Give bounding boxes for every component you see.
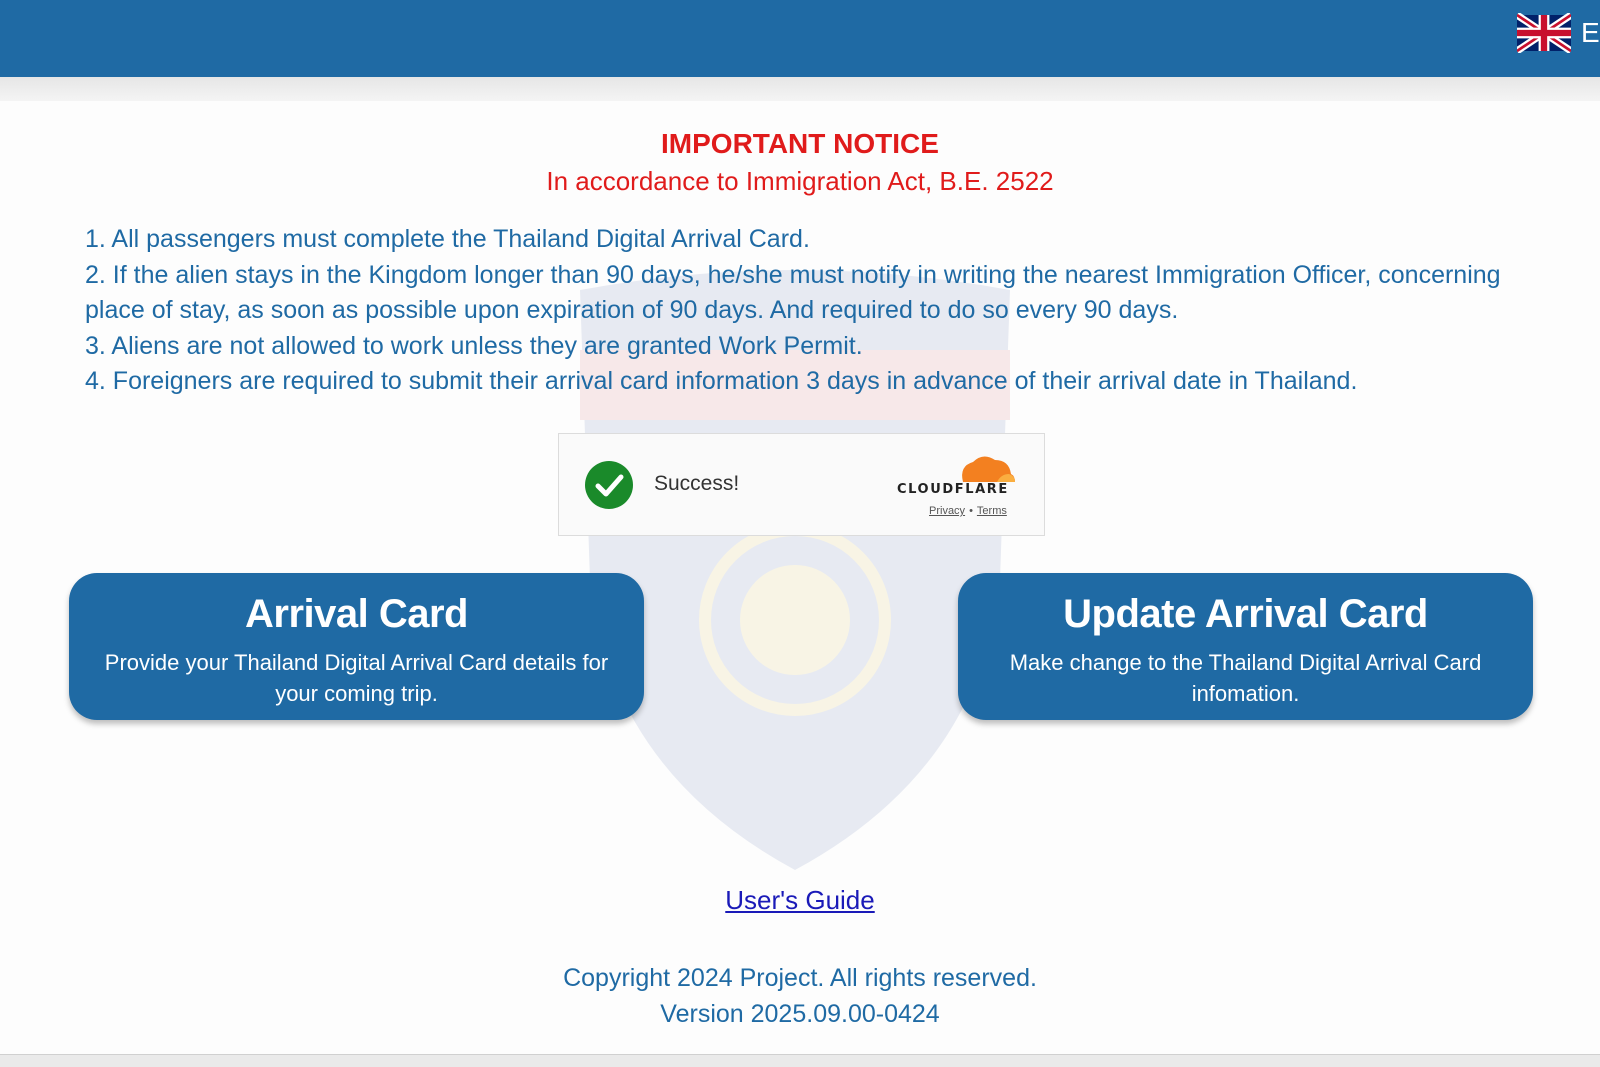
arrival-card-title: Arrival Card xyxy=(245,592,468,636)
cloudflare-cloud-icon xyxy=(897,452,1015,486)
cloudflare-links xyxy=(929,505,1007,517)
notice-rule-4: 4. Foreigners are required to submit their arrival card information 3 days in advance of their arrival date in Thailand. xyxy=(85,367,1358,395)
copyright-text: Copyright 2024 Project. All rights reserved. xyxy=(563,964,1037,992)
captcha-terms-link[interactable]: Terms xyxy=(976,505,1007,517)
notice-subtitle: In accordance to Immigration Act, B.E. 2522 xyxy=(546,166,1054,196)
notice-title: IMPORTANT NOTICE xyxy=(661,128,939,159)
update-arrival-card-button[interactable] xyxy=(958,573,1533,720)
link-separator: • xyxy=(969,505,973,517)
header-shadow-bar xyxy=(0,77,1600,101)
notice-rules-list xyxy=(85,222,1525,400)
arrival-card-description: Provide your Thailand Digital Arrival Card details for your coming trip. xyxy=(104,650,609,706)
uk-flag-icon xyxy=(1517,13,1571,53)
footer xyxy=(0,960,1600,1032)
cloudflare-wordmark: CLOUDFLARE xyxy=(897,482,1009,497)
users-guide-link[interactable]: User's Guide xyxy=(725,885,875,915)
version-text: Version 2025.09.00-0424 xyxy=(660,1000,940,1028)
update-arrival-card-title: Update Arrival Card xyxy=(1063,592,1428,636)
users-guide xyxy=(0,885,1600,916)
notice-rule-3: 3. Aliens are not allowed to work unless they are granted Work Permit. xyxy=(85,331,863,360)
language-label: E xyxy=(1581,17,1600,48)
notice-rule-2: 2. If the alien stays in the Kingdom longer than 90 days, he/she must notify in writing the nearest Immigration Officer, concerning place of stay, as soon as possible upon expiration of 90 days. And required to do so every 90 days. xyxy=(85,260,1501,324)
arrival-card-button[interactable] xyxy=(69,573,644,720)
notice-rule-1: 1. All passengers must complete the Thailand Digital Arrival Card. xyxy=(85,225,810,253)
top-header-bar xyxy=(0,0,1600,77)
bottom-divider xyxy=(0,1054,1600,1067)
captcha-privacy-link[interactable]: Privacy xyxy=(929,505,966,517)
captcha-status: Success! xyxy=(654,472,740,495)
cloudflare-captcha-widget[interactable] xyxy=(558,433,1045,536)
update-arrival-card-description: Make change to the Thailand Digital Arrival Card infomation. xyxy=(1009,650,1482,706)
check-circle-icon xyxy=(585,461,633,509)
language-selector[interactable] xyxy=(1517,12,1600,54)
